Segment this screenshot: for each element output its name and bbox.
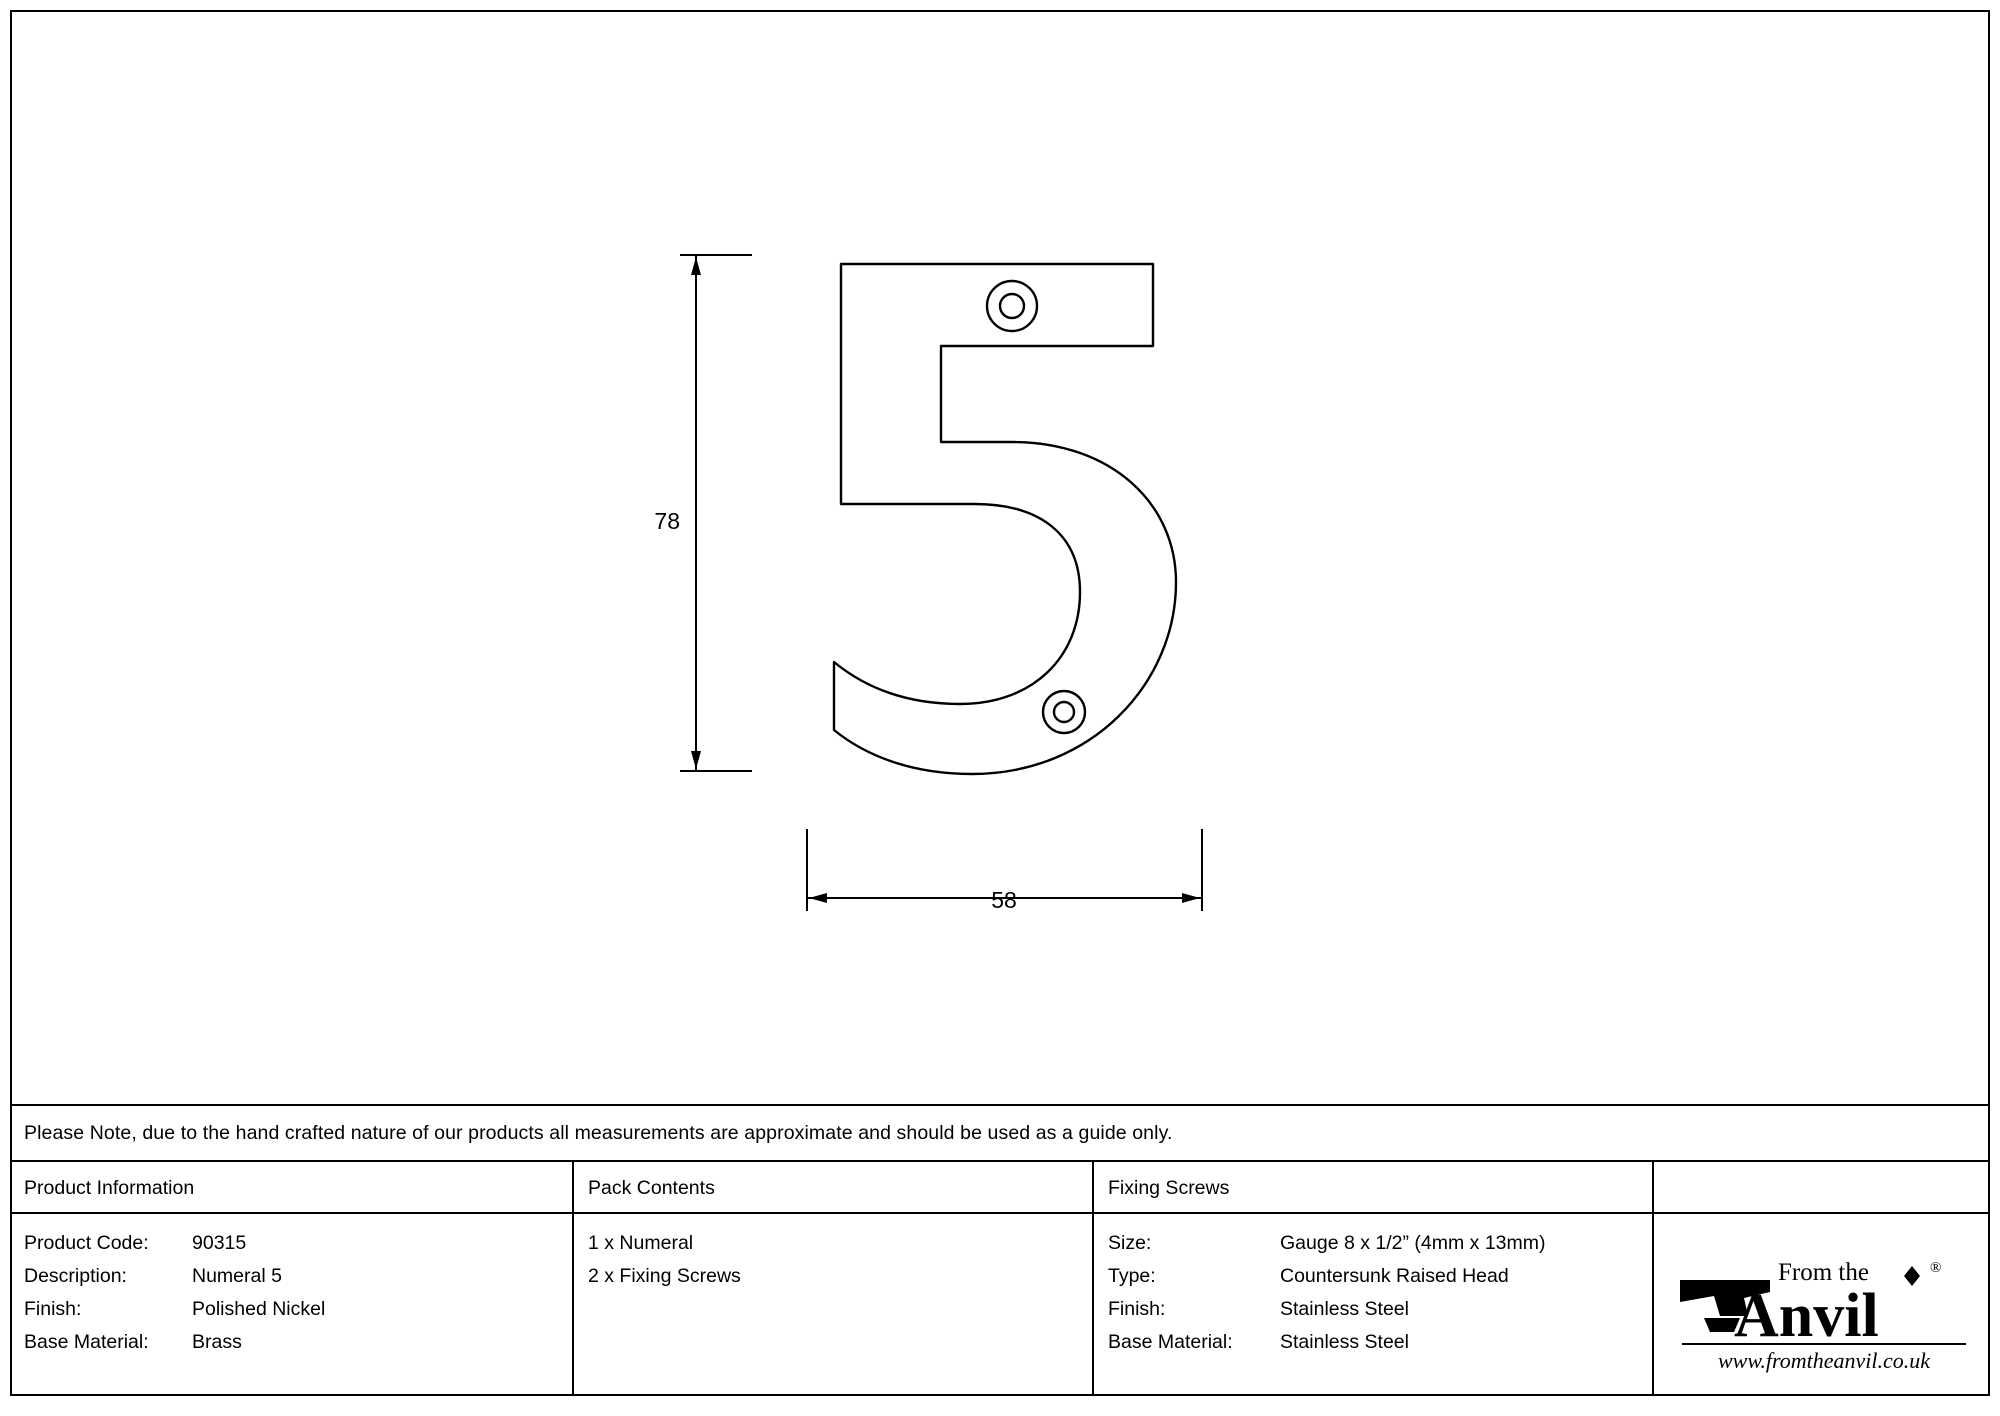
spec-row-product-code bbox=[24, 1227, 572, 1260]
header-fixing-screws: Fixing Screws bbox=[1092, 1162, 1652, 1214]
screw-row-finish bbox=[1108, 1293, 1652, 1326]
fixing-hole-upper-inner bbox=[1000, 294, 1024, 318]
screw-row-type bbox=[1108, 1260, 1652, 1293]
fixing-hole-upper bbox=[987, 281, 1037, 331]
width-dim-label: 58 bbox=[991, 887, 1017, 913]
cell-fixing-screws bbox=[1092, 1214, 1652, 1396]
value-screw-finish: Stainless Steel bbox=[1280, 1298, 1409, 1320]
technical-drawing-area bbox=[12, 12, 1988, 1104]
value-product-code: 90315 bbox=[192, 1232, 247, 1254]
please-note-row bbox=[12, 1104, 1988, 1160]
logo-website-text: www.fromtheanvil.co.uk bbox=[1717, 1348, 1931, 1373]
spec-row-description bbox=[24, 1260, 572, 1293]
label-description: Description: bbox=[24, 1265, 127, 1287]
anvil-logo-svg bbox=[1674, 1240, 1974, 1380]
cell-product-information bbox=[12, 1214, 572, 1396]
value-description: Numeral 5 bbox=[192, 1265, 282, 1287]
diamond-icon bbox=[1904, 1266, 1920, 1286]
height-arrow-bottom bbox=[691, 751, 701, 769]
width-arrow-right bbox=[1182, 893, 1200, 903]
value-screw-base-material: Stainless Steel bbox=[1280, 1331, 1409, 1353]
spec-row-finish bbox=[24, 1293, 572, 1326]
brand-logo bbox=[1654, 1214, 1988, 1396]
fixing-hole-lower bbox=[1043, 691, 1085, 733]
fixing-hole-lower-inner bbox=[1054, 702, 1074, 722]
label-screw-type: Type: bbox=[1108, 1265, 1156, 1287]
pack-item-2: 2 x Fixing Screws bbox=[588, 1265, 741, 1287]
logo-brand-text: Anvil bbox=[1734, 1282, 1879, 1350]
height-arrow-top bbox=[691, 257, 701, 275]
value-finish: Polished Nickel bbox=[192, 1298, 326, 1320]
header-product-information: Product Information bbox=[24, 1176, 195, 1199]
pack-item-1: 1 x Numeral bbox=[588, 1232, 694, 1254]
fixing-hole-upper-outer bbox=[987, 281, 1037, 331]
label-screw-base-material: Base Material: bbox=[1108, 1331, 1233, 1353]
logo-from-the-text: From the bbox=[1778, 1259, 1869, 1286]
label-product-code: Product Code: bbox=[24, 1232, 149, 1254]
height-dim-label: 78 bbox=[654, 508, 680, 534]
fixing-hole-lower-outer bbox=[1043, 691, 1085, 733]
table-body-row bbox=[12, 1212, 1988, 1394]
cell-pack-contents bbox=[572, 1214, 1092, 1396]
numeral-5-outline bbox=[834, 264, 1176, 774]
drawing-sheet bbox=[10, 10, 1990, 1396]
label-screw-finish: Finish: bbox=[1108, 1298, 1166, 1320]
label-finish: Finish: bbox=[24, 1298, 82, 1320]
height-dimension bbox=[680, 255, 752, 771]
logo-registered-mark: ® bbox=[1930, 1260, 1942, 1276]
value-screw-type: Countersunk Raised Head bbox=[1280, 1265, 1509, 1287]
width-arrow-left bbox=[809, 893, 827, 903]
value-screw-size: Gauge 8 x 1/2” (4mm x 13mm) bbox=[1280, 1232, 1546, 1254]
header-logo-cell bbox=[1652, 1162, 1988, 1214]
header-pack-contents: Pack Contents bbox=[572, 1162, 1092, 1214]
numeral-5-path bbox=[834, 264, 1176, 774]
label-screw-size: Size: bbox=[1108, 1232, 1152, 1254]
numeral-drawing-svg bbox=[12, 12, 1988, 1104]
screw-row-size bbox=[1108, 1227, 1652, 1260]
label-base-material: Base Material: bbox=[24, 1331, 149, 1353]
cell-brand-logo bbox=[1652, 1214, 1988, 1396]
value-base-material: Brass bbox=[192, 1331, 242, 1353]
table-header-row bbox=[12, 1160, 1988, 1212]
screw-row-base-material bbox=[1108, 1326, 1652, 1359]
spec-row-base-material bbox=[24, 1326, 572, 1359]
please-note-text: Please Note, due to the hand crafted nature of our products all measurements are approximate and should be used as a guide only. bbox=[24, 1121, 1173, 1144]
